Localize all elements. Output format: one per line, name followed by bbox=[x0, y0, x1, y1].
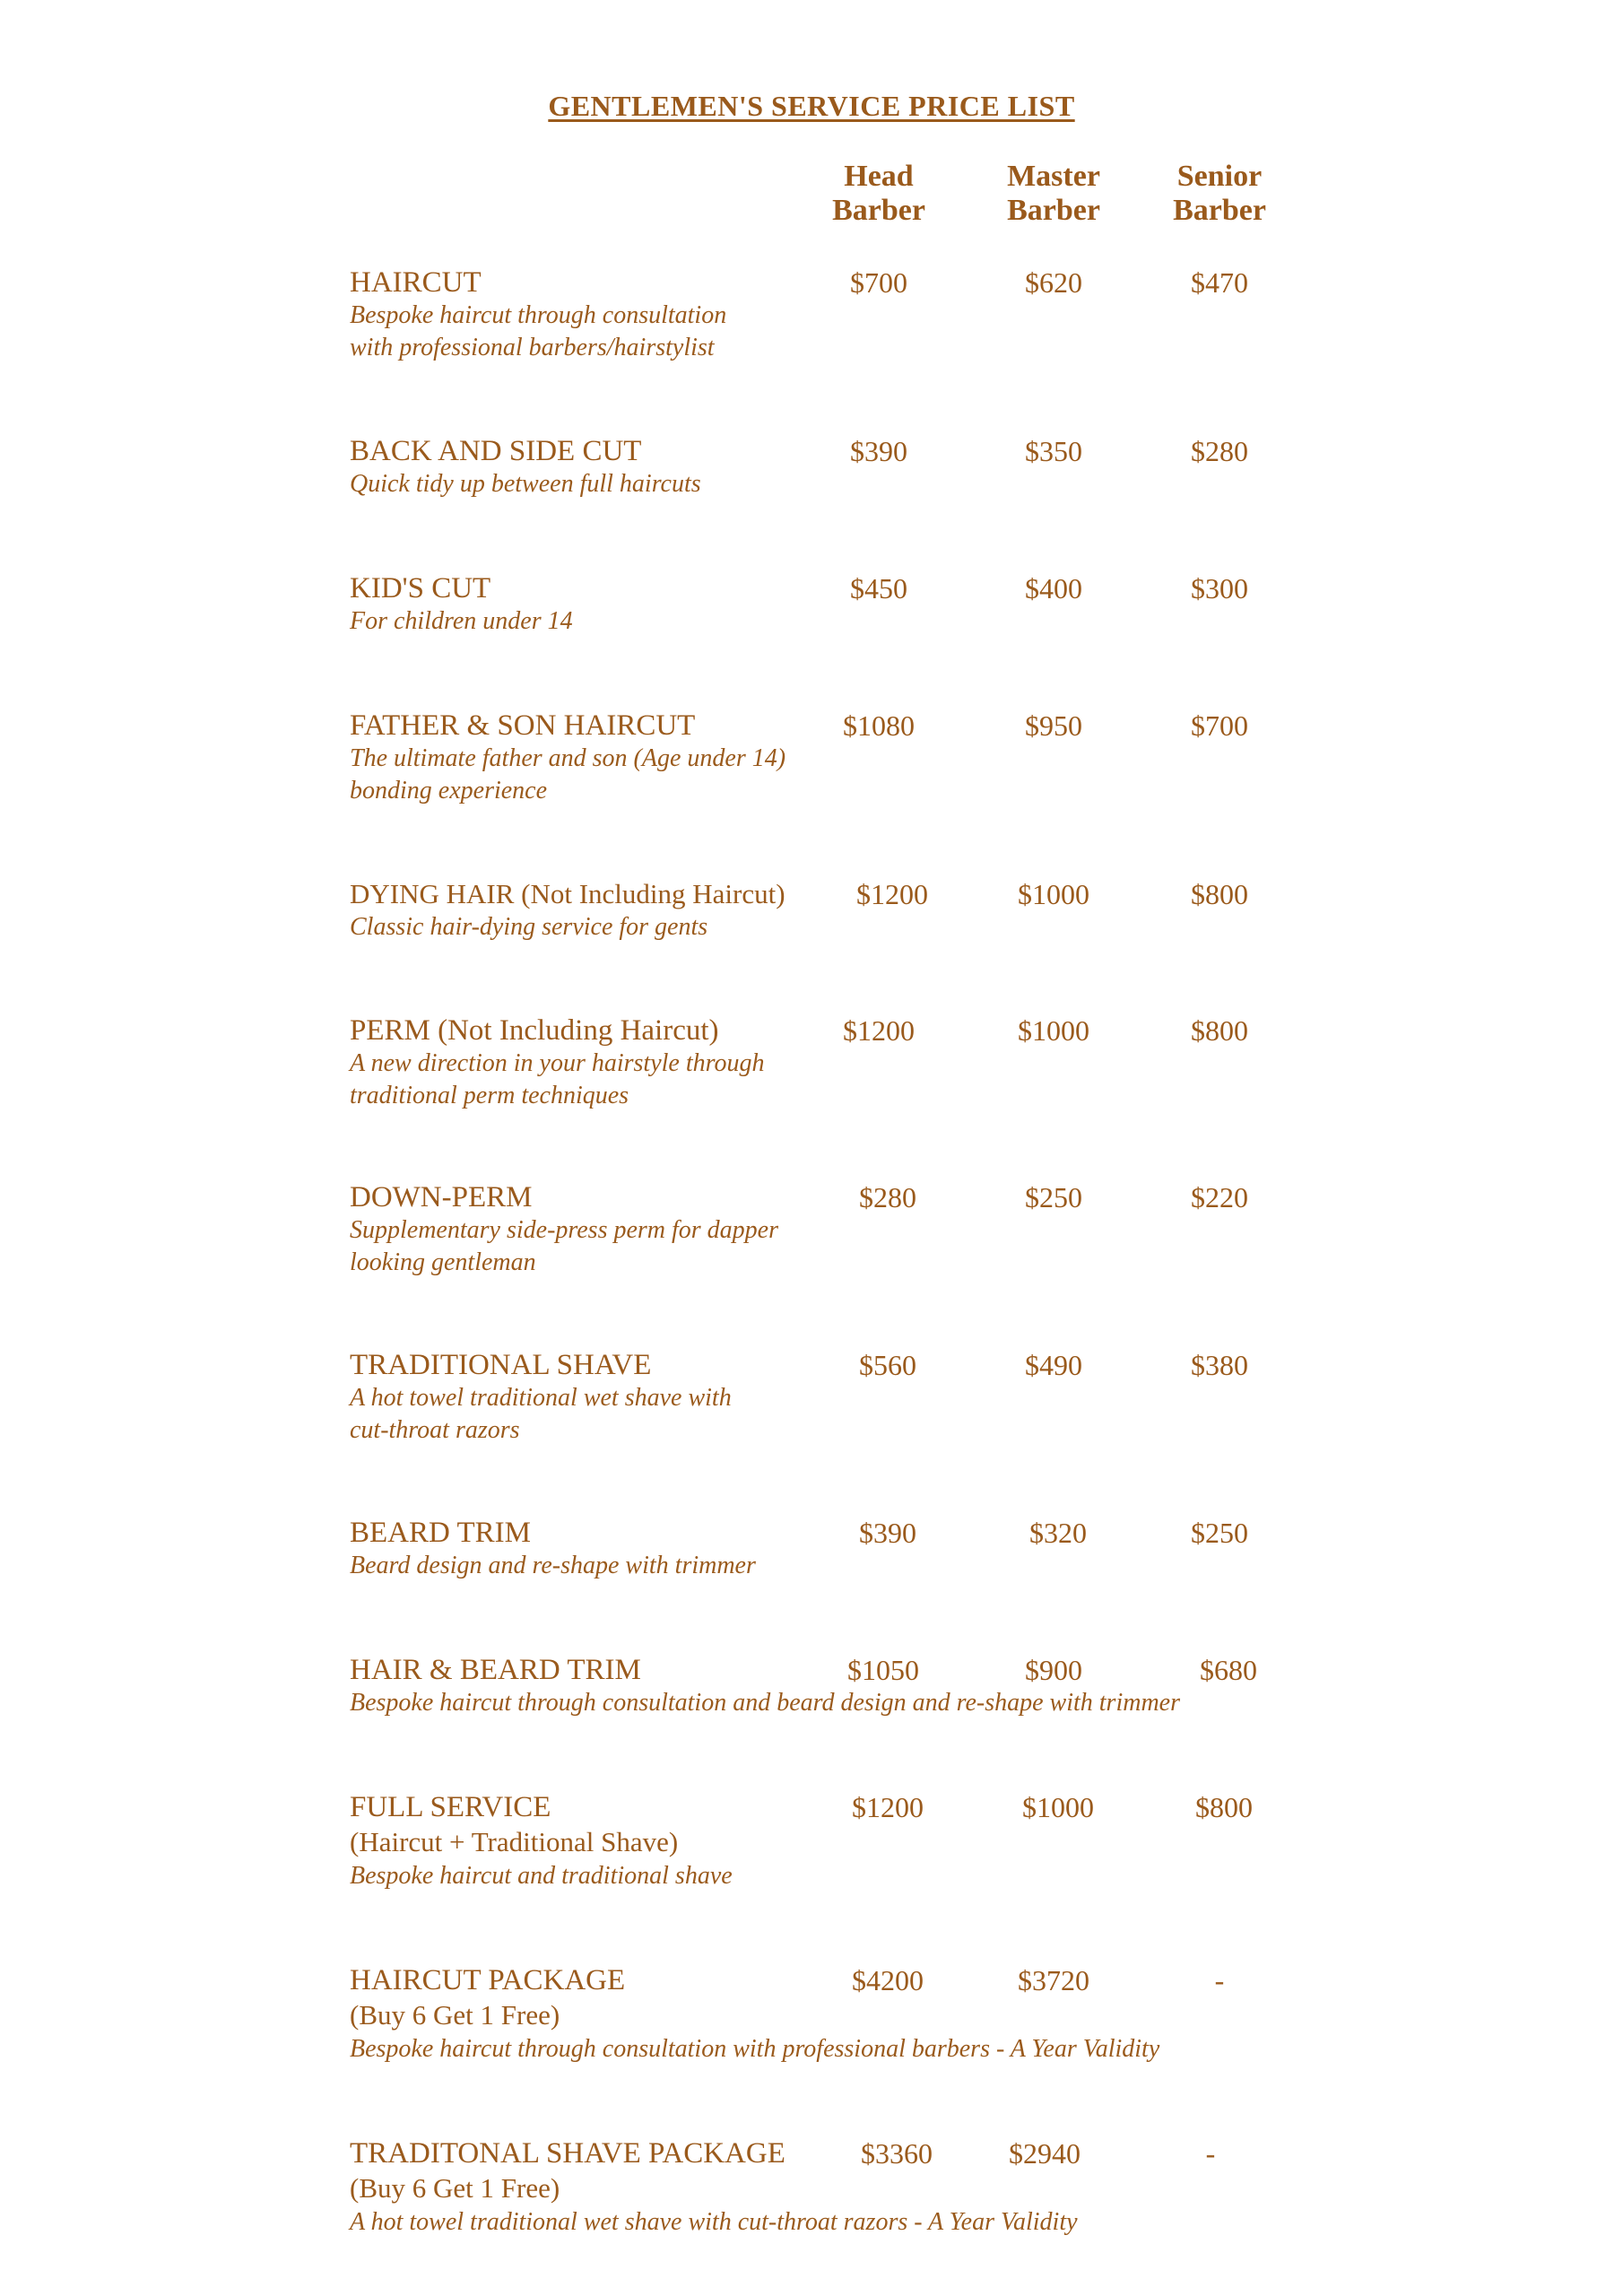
price-master-barber: $250 bbox=[1025, 1181, 1082, 1213]
price-senior-barber: $220 bbox=[1191, 1181, 1248, 1213]
service-description: Bespoke haircut through consultation with professional barbers - A Year Validity bbox=[350, 2035, 1160, 2063]
service-description: Supplementary side-press perm for dapper looking gentleman bbox=[350, 1216, 779, 1276]
service-description: A hot towel traditional wet shave with cut-throat razors bbox=[350, 1384, 732, 1444]
service-name: BEARD TRIM bbox=[350, 1517, 531, 1549]
service-subtitle: (Buy 6 Get 1 Free) bbox=[350, 2172, 560, 2204]
price-master-barber: $350 bbox=[1025, 435, 1082, 467]
column-header-head-barber: Head Barber bbox=[832, 160, 925, 227]
price-head-barber: $1080 bbox=[843, 709, 915, 742]
price-head-barber: $280 bbox=[859, 1181, 916, 1213]
price-senior-barber: $680 bbox=[1200, 1654, 1257, 1686]
service-name: HAIRCUT bbox=[350, 266, 482, 299]
price-master-barber: $400 bbox=[1025, 572, 1082, 604]
service-subtitle: (Haircut + Traditional Shave) bbox=[350, 1826, 679, 1857]
service-name: TRADITONAL SHAVE PACKAGE bbox=[350, 2137, 785, 2170]
service-description: A hot towel traditional wet shave with cut-throat razors - A Year Validity bbox=[350, 2208, 1078, 2236]
service-description: Quick tidy up between full haircuts bbox=[350, 470, 701, 498]
price-head-barber: $1200 bbox=[856, 878, 928, 910]
price-senior-barber: $800 bbox=[1191, 878, 1248, 910]
price-master-barber: $950 bbox=[1025, 709, 1082, 742]
service-description: The ultimate father and son (Age under 14) bonding experience bbox=[350, 744, 786, 804]
service-name: FATHER & SON HAIRCUT bbox=[350, 709, 696, 742]
price-master-barber: $3720 bbox=[1018, 1964, 1089, 1996]
price-senior-barber: $300 bbox=[1191, 572, 1248, 604]
price-master-barber: $2940 bbox=[1009, 2137, 1081, 2170]
price-master-barber: $900 bbox=[1025, 1654, 1082, 1686]
service-name: BACK AND SIDE CUT bbox=[350, 435, 642, 467]
price-master-barber: $1000 bbox=[1018, 878, 1089, 910]
service-name: DOWN-PERM bbox=[350, 1181, 533, 1213]
service-name: FULL SERVICE bbox=[350, 1791, 551, 1823]
price-head-barber: $1200 bbox=[852, 1791, 924, 1823]
price-head-barber: $560 bbox=[859, 1349, 916, 1381]
price-head-barber: $1200 bbox=[843, 1014, 915, 1047]
service-description: Bespoke haircut through consultation with professional barbers/hairstylist bbox=[350, 301, 727, 361]
price-senior-barber: $700 bbox=[1191, 709, 1248, 742]
service-name: TRADITIONAL SHAVE bbox=[350, 1349, 652, 1381]
price-senior-barber: $280 bbox=[1191, 435, 1248, 467]
price-master-barber: $1000 bbox=[1022, 1791, 1094, 1823]
price-master-barber: $1000 bbox=[1018, 1014, 1089, 1047]
price-senior-barber: - bbox=[1205, 2137, 1216, 2170]
page-title: GENTLEMEN'S SERVICE PRICE LIST bbox=[548, 90, 1075, 122]
column-header-senior-barber: Senior Barber bbox=[1173, 160, 1266, 227]
column-header-master-barber: Master Barber bbox=[1007, 160, 1100, 227]
service-description: A new direction in your hairstyle through traditional perm techniques bbox=[350, 1049, 765, 1109]
service-description: For children under 14 bbox=[350, 607, 573, 635]
price-senior-barber: $250 bbox=[1191, 1517, 1248, 1549]
price-master-barber: $620 bbox=[1025, 266, 1082, 299]
service-name: HAIR & BEARD TRIM bbox=[350, 1654, 641, 1686]
price-senior-barber: $470 bbox=[1191, 266, 1248, 299]
service-name: HAIRCUT PACKAGE bbox=[350, 1964, 626, 1996]
service-name: DYING HAIR (Not Including Haircut) bbox=[350, 878, 785, 909]
service-description: Beard design and re-shape with trimmer bbox=[350, 1552, 756, 1579]
price-head-barber: $390 bbox=[859, 1517, 916, 1549]
price-master-barber: $320 bbox=[1029, 1517, 1087, 1549]
price-head-barber: $3360 bbox=[861, 2137, 933, 2170]
service-name: PERM (Not Including Haircut) bbox=[350, 1014, 719, 1047]
price-head-barber: $4200 bbox=[852, 1964, 924, 1996]
price-head-barber: $390 bbox=[850, 435, 907, 467]
price-head-barber: $700 bbox=[850, 266, 907, 299]
service-description: Classic hair-dying service for gents bbox=[350, 913, 708, 941]
price-senior-barber: - bbox=[1214, 1964, 1225, 1996]
service-description: Bespoke haircut through consultation and beard design and re-shape with trimmer bbox=[350, 1689, 1180, 1717]
service-name: KID'S CUT bbox=[350, 572, 491, 604]
service-subtitle: (Buy 6 Get 1 Free) bbox=[350, 1999, 560, 2031]
price-head-barber: $450 bbox=[850, 572, 907, 604]
price-senior-barber: $800 bbox=[1195, 1791, 1253, 1823]
price-senior-barber: $800 bbox=[1191, 1014, 1248, 1047]
price-master-barber: $490 bbox=[1025, 1349, 1082, 1381]
price-head-barber: $1050 bbox=[847, 1654, 919, 1686]
service-description: Bespoke haircut and traditional shave bbox=[350, 1862, 733, 1890]
price-senior-barber: $380 bbox=[1191, 1349, 1248, 1381]
